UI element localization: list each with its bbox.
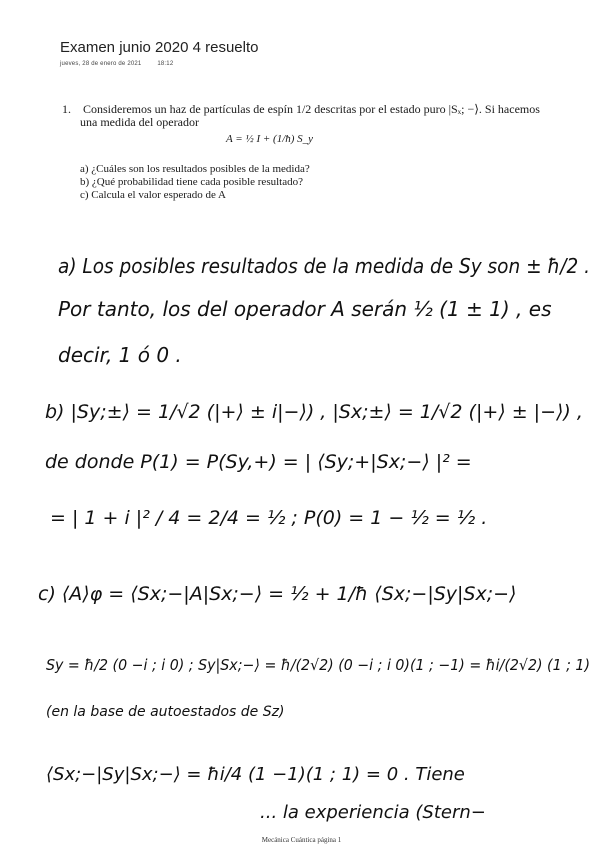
problem-text-line2: una medida del operador bbox=[80, 115, 199, 129]
page-title: Examen junio 2020 4 resuelto bbox=[60, 39, 259, 56]
hw-b-line1: b) |Sy;±⟩ = 1/√2 (|+⟩ ± i|−⟩) , |Sx;±⟩ = 1/√2 (|+⟩ ± |−⟩) , bbox=[45, 401, 583, 423]
hw-c-line3: (en la base de autoestados de Sz) bbox=[46, 704, 285, 720]
hw-a-line1: a) Los posibles resultados de la medida de Sy son ± ħ/2 . bbox=[58, 254, 590, 278]
problem-text-line1: Consideremos un haz de partículas de espín 1/2 descritas por el estado puro |Sₓ; −⟩. Si hacemos bbox=[83, 102, 540, 116]
hw-a-line3: decir, 1 ó 0 . bbox=[58, 343, 182, 367]
page-time: 18:12 bbox=[157, 61, 174, 67]
hw-c-line4: ⟨Sx;−|Sy|Sx;−⟩ = ħi/4 (1 −1)(1 ; 1) = 0 . Tiene bbox=[46, 764, 465, 785]
problem-item-a: a) ¿Cuáles son los resultados posibles de la medida? bbox=[80, 163, 310, 175]
hw-a-line2: Por tanto, los del operador A serán ½ (1 ± 1) , es bbox=[58, 297, 552, 321]
hw-b-line3: = | 1 + i |² / 4 = 2/4 = ½ ; P(0) = 1 − ½ = ½ . bbox=[50, 507, 488, 529]
hw-c-line5: ... la experiencia (Stern− bbox=[260, 802, 486, 823]
problem-item-b: b) ¿Qué probabilidad tiene cada posible resultado? bbox=[80, 176, 303, 188]
hw-c-line2: Sy = ħ/2 (0 −i ; i 0) ; Sy|Sx;−⟩ = ħ/(2√2) (0 −i ; i 0)(1 ; −1) = ħi/(2√2) (1 ; 1) bbox=[46, 656, 590, 674]
hw-b-line2: de donde P(1) = P(Sy,+) = | ⟨Sy;+|Sx;−⟩ |² = bbox=[45, 451, 472, 473]
hw-c-line1: c) ⟨A⟩φ = ⟨Sx;−|A|Sx;−⟩ = ½ + 1/ħ ⟨Sx;−|Sy|Sx;−⟩ bbox=[38, 583, 517, 605]
page-footer: Mecánica Cuántica página 1 bbox=[261, 836, 342, 844]
problem-number: 1. bbox=[62, 102, 71, 116]
page-date: jueves, 28 de enero de 2021 bbox=[60, 61, 142, 67]
problem-item-c: c) Calcula el valor esperado de A bbox=[80, 189, 226, 201]
operator-formula: A = ½ I + (1/ħ) S_y bbox=[226, 133, 314, 145]
